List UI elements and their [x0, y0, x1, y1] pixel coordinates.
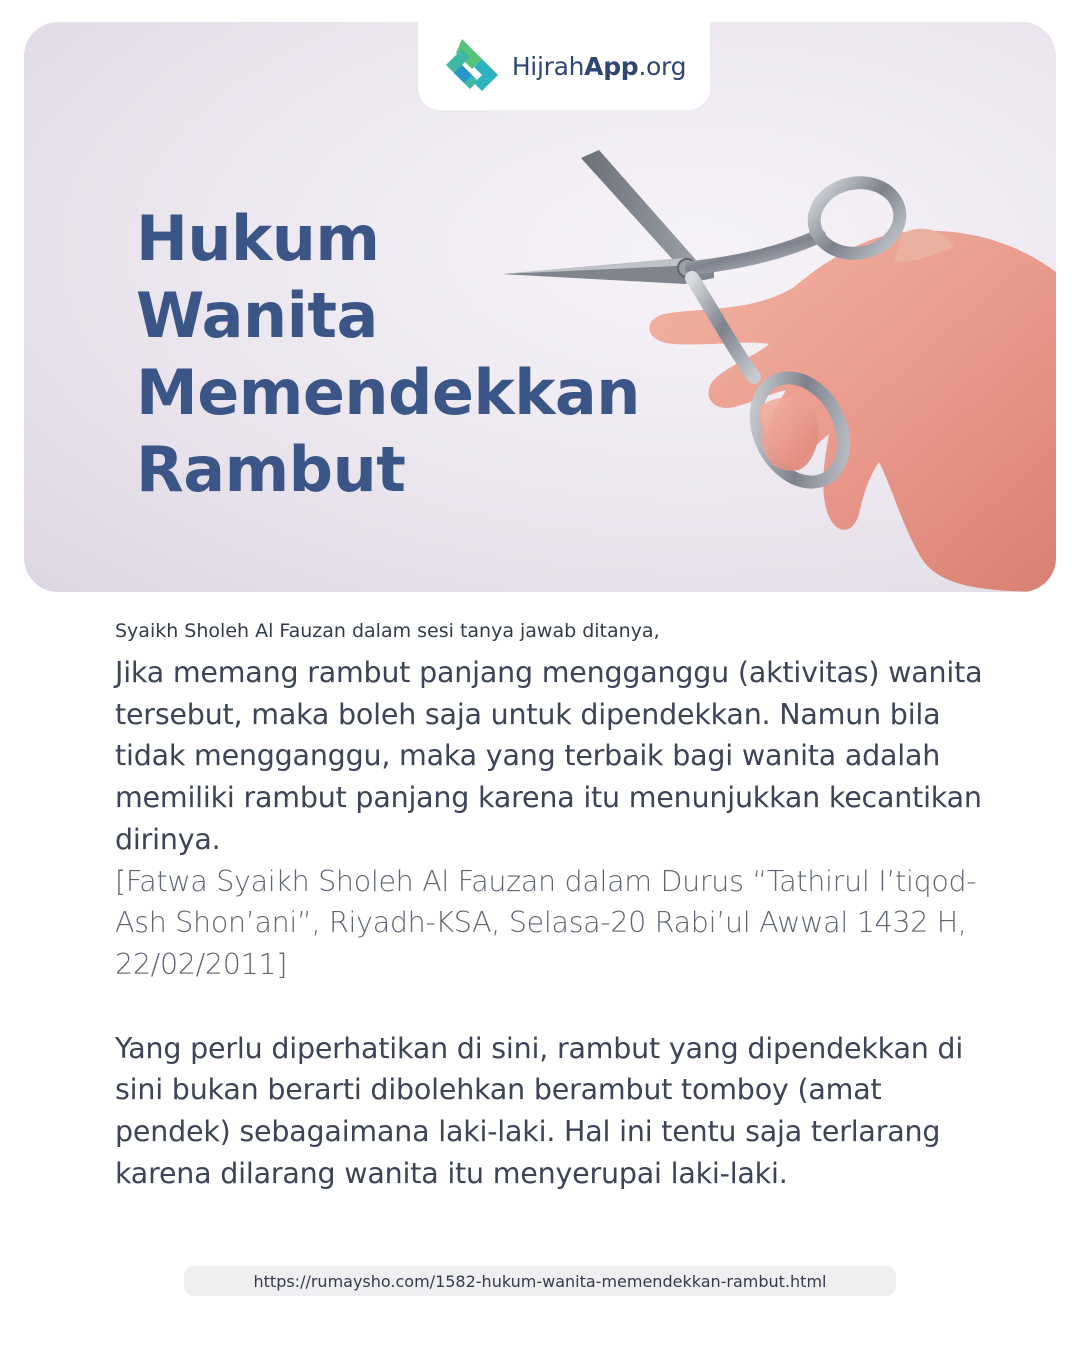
explanation-paragraph: Yang perlu diperhatikan di sini, rambut yang dipendekkan di sini bukan berarti dibolehkan berambut tomboy (amat pendek) sebagaimana laki-laki. Hal ini tentu saja terlarang karena dilarang wanita itu menyerupai laki-laki. [115, 1031, 964, 1190]
title-line: Memendekkan [136, 356, 640, 429]
page-title [136, 200, 640, 508]
fatwa-quote: Jika memang rambut panjang mengganggu (aktivitas) wanita tersebut, maka boleh saja untuk dipendekkan. Namun bila tidak mengganggu, maka yang terbaik bagi wanita adalah memiliki rambut panjang karena itu menunjukkan kecantikan dirinya. [115, 656, 983, 856]
brand-logo [418, 22, 710, 110]
hijrahapp-logo-icon [442, 35, 502, 97]
intro-text: Syaikh Sholeh Al Fauzan dalam sesi tanya jawab ditanya, [115, 620, 660, 642]
article-body [115, 620, 995, 1194]
source-url-link[interactable]: https://rumaysho.com/1582-hukum-wanita-memendekkan-rambut.html [184, 1266, 896, 1296]
hero-banner [24, 22, 1056, 592]
title-line: Wanita [136, 279, 378, 352]
fatwa-source: [Fatwa Syaikh Sholeh Al Fauzan dalam Durus “Tathirul I’tiqod-Ash Shon’ani”, Riyadh-KSA, Selasa-20 Rabi’ul Awwal 1432 H, 22/02/2011] [115, 864, 977, 981]
title-line: Hukum [136, 202, 380, 275]
brand-name: HijrahApp.org [511, 51, 687, 81]
title-line: Rambut [136, 433, 406, 506]
